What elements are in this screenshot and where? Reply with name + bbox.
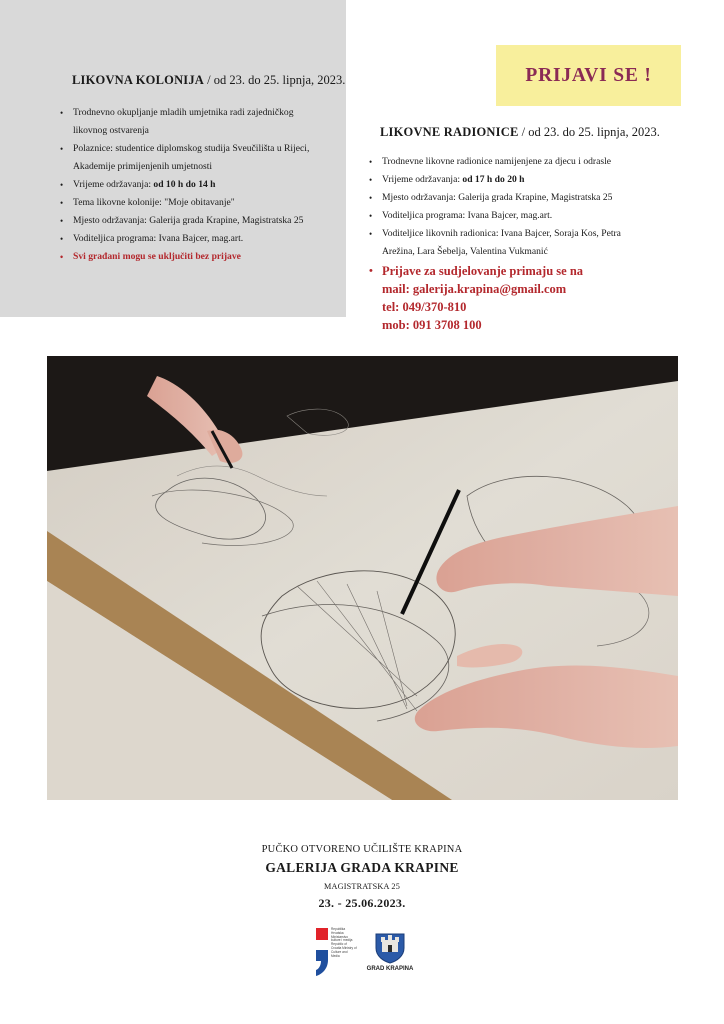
city-logo-label: GRAD KRAPINA [366, 966, 414, 972]
kolonija-title: LIKOVNA KOLONIJA / od 23. do 25. lipnja, 2023. [72, 73, 346, 87]
gallery-address: MAGISTRATSKA 25 [323, 882, 400, 891]
radionice-title: LIKOVNE RADIONICE / od 23. do 25. lipnja, 2023. [380, 125, 660, 139]
drawing-photo [47, 356, 678, 800]
prijavi-se-label: PRIJAVI SE ! [525, 64, 652, 86]
contact-phone[interactable]: tel: 049/370-810 [382, 300, 467, 314]
radionice-item: • Voditeljice likovnih radionica: Ivana Bajcer, Soraja Kos, Petra Arežina, Lara Šebelja, Valentina Vukmanić [368, 225, 688, 261]
contact-intro: • Prijave za sudjelovanje primaju se na [368, 262, 688, 280]
radionice-item: • Trodnevne likovne radionice namijenjene za djecu i odrasle [368, 153, 688, 171]
registration-contact [368, 262, 688, 334]
radionice-item: • Voditeljica programa: Ivana Bajcer, mag.art. [368, 207, 688, 225]
prijavi-se-banner [496, 45, 681, 106]
kolonija-list [59, 104, 344, 266]
kolonija-item-highlight: • Svi građani mogu se uključiti bez prijave [59, 248, 344, 266]
radionice-item: • Vrijeme održavanja: od 17 h do 20 h [368, 171, 688, 189]
event-dates: 23. - 25.06.2023. [318, 896, 406, 910]
ministry-logo-text: Republika Hrvatska Ministarstvo kulture i medija Republic of Croatia Ministry of Culture and Media [331, 927, 357, 958]
organization-name: PUČKO OTVORENO UČILIŠTE KRAPINA [261, 844, 463, 855]
kolonija-item: • Tema likovne kolonije: "Moje obitavanje" [59, 194, 344, 212]
gallery-name: GALERIJA GRADA KRAPINE [265, 860, 459, 875]
city-coat-of-arms [372, 928, 408, 964]
kolonija-item: • Polaznice: studentice diplomskog studija Sveučilišta u Rijeci, Akademije primijenjenih umjetnosti [59, 140, 344, 176]
contact-mobile[interactable]: mob: 091 3708 100 [382, 318, 482, 332]
kolonija-item: • Vrijeme održavanja: od 10 h do 14 h [59, 176, 344, 194]
kolonija-item: • Voditeljica programa: Ivana Bajcer, mag.art. [59, 230, 344, 248]
radionice-item: • Mjesto održavanja: Galerija grada Krapine, Magistratska 25 [368, 189, 688, 207]
drawing-photo-illustration [47, 356, 678, 800]
contact-email[interactable]: mail: galerija.krapina@gmail.com [382, 282, 567, 296]
kolonija-item: • Mjesto održavanja: Galerija grada Krapine, Magistratska 25 [59, 212, 344, 230]
kolonija-item: • Trodnevno okupljanje mladih umjetnika radi zajedničkog likovnog ostvarenja [59, 104, 344, 140]
radionice-list [368, 153, 688, 261]
